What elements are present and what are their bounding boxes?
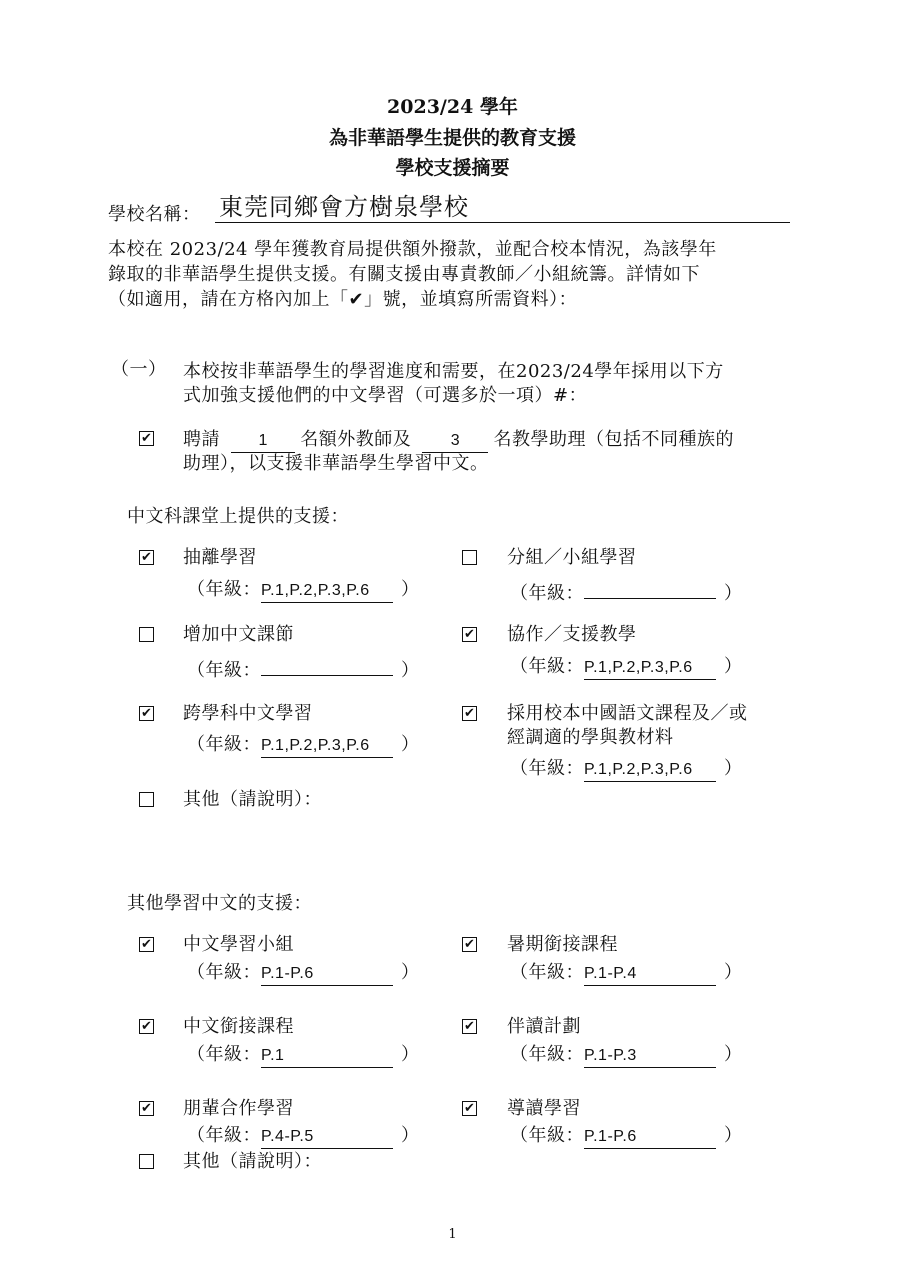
summer-bridging-grade-field[interactable]: P.1-P.4 — [584, 965, 716, 986]
pull-out-label: 抽離學習 — [183, 547, 257, 568]
reading-buddy-label: 伴讀計劃 — [507, 1016, 581, 1037]
other-support-heading: 其他學習中文的支援： — [127, 893, 312, 914]
other-support-other-checkbox[interactable] — [139, 1154, 154, 1169]
school-curriculum-label: 採用校本中國語文課程及／或 — [507, 703, 748, 724]
section-number: （一） — [111, 359, 167, 380]
peer-learning-grade-field[interactable]: P.4-P.5 — [261, 1128, 393, 1149]
school-curriculum-grade: （年級：P.1,P.2,P.3,P.6 ） — [510, 757, 743, 782]
classroom-other-label: 其他（請說明）： — [183, 789, 322, 810]
doc-subtitle: 學校支援摘要 — [395, 157, 510, 179]
staff-line-2: 助理），以支援非華語學生學習中文。 — [183, 453, 489, 474]
intro-line-3: （如適用，請在方格內加上「✔」號，並填寫所需資料）： — [108, 289, 578, 310]
group-learning-grade: （年級： ） — [510, 578, 743, 606]
summer-bridging-checkbox[interactable]: ✔ — [462, 937, 477, 952]
staff-line-1 — [183, 428, 734, 453]
co-teaching-checkbox[interactable]: ✔ — [462, 627, 477, 642]
staff-post-text: 名教學助理（包括不同種族的 — [493, 429, 734, 450]
guided-reading-grade: （年級：P.1-P.6 ） — [510, 1124, 743, 1149]
intro-line-1: 本校在 2023/24 學年獲教育局提供額外撥款，並配合校本情況，為該學年 — [108, 239, 717, 260]
pull-out-grade: （年級：P.1,P.2,P.3,P.6 ） — [187, 578, 420, 603]
school-curriculum-label-2: 經調適的學與教材料 — [507, 727, 674, 748]
extra-lessons-grade-field[interactable] — [261, 655, 393, 676]
co-teaching-grade: （年級：P.1,P.2,P.3,P.6 ） — [510, 655, 743, 680]
reading-buddy-checkbox[interactable]: ✔ — [462, 1019, 477, 1034]
co-teaching-label: 協作／支援教學 — [507, 624, 637, 645]
extra-teachers-field[interactable]: 1 — [231, 432, 295, 453]
bridging-course-grade: （年級：P.1 ） — [187, 1043, 420, 1068]
cross-curricular-label: 跨學科中文學習 — [183, 703, 313, 724]
classroom-other-checkbox[interactable] — [139, 792, 154, 807]
chinese-group-checkbox[interactable]: ✔ — [139, 937, 154, 952]
extra-lessons-checkbox[interactable] — [139, 627, 154, 642]
bridging-course-checkbox[interactable]: ✔ — [139, 1019, 154, 1034]
page-number: 1 — [448, 1227, 457, 1242]
chinese-group-grade: （年級：P.1-P.6 ） — [187, 961, 420, 986]
reading-buddy-grade: （年級：P.1-P.3 ） — [510, 1043, 743, 1068]
guided-reading-grade-field[interactable]: P.1-P.6 — [584, 1128, 716, 1149]
classroom-support-heading: 中文科課堂上提供的支援： — [127, 506, 349, 527]
cross-curricular-checkbox[interactable]: ✔ — [139, 706, 154, 721]
pull-out-checkbox[interactable]: ✔ — [139, 550, 154, 565]
cross-curricular-grade: （年級：P.1,P.2,P.3,P.6 ） — [187, 733, 420, 758]
summer-bridging-grade: （年級：P.1-P.4 ） — [510, 961, 743, 986]
co-teaching-grade-field[interactable]: P.1,P.2,P.3,P.6 — [584, 659, 716, 680]
extra-lessons-grade: （年級： ） — [187, 655, 420, 683]
school-name-label: 學校名稱： — [108, 204, 201, 225]
peer-learning-grade: （年級：P.4-P.5 ） — [187, 1124, 420, 1149]
group-learning-grade-field[interactable] — [584, 578, 716, 599]
staff-checkbox[interactable]: ✔ — [139, 431, 154, 446]
guided-reading-checkbox[interactable]: ✔ — [462, 1101, 477, 1116]
cross-curricular-grade-field[interactable]: P.1,P.2,P.3,P.6 — [261, 737, 393, 758]
school-curriculum-grade-field[interactable]: P.1,P.2,P.3,P.6 — [584, 761, 716, 782]
pull-out-grade-field[interactable]: P.1,P.2,P.3,P.6 — [261, 582, 393, 603]
chinese-group-label: 中文學習小組 — [183, 934, 294, 955]
staff-mid-text: 名額外教師及 — [300, 429, 412, 450]
bridging-course-grade-field[interactable]: P.1 — [261, 1047, 393, 1068]
group-learning-checkbox[interactable] — [462, 550, 477, 565]
school-name-value: 東莞同鄉會方樹泉學校 — [219, 193, 469, 221]
peer-learning-checkbox[interactable]: ✔ — [139, 1101, 154, 1116]
summer-bridging-label: 暑期銜接課程 — [507, 934, 618, 955]
school-curriculum-checkbox[interactable]: ✔ — [462, 706, 477, 721]
reading-buddy-grade-field[interactable]: P.1-P.3 — [584, 1047, 716, 1068]
staff-pre-text: 聘請 — [183, 429, 220, 450]
group-learning-label: 分組／小組學習 — [507, 547, 637, 568]
bridging-course-label: 中文銜接課程 — [183, 1016, 294, 1037]
section-text-line-2: 式加強支援他們的中文學習（可選多於一項）#： — [183, 385, 588, 406]
teaching-assistants-field[interactable]: 3 — [422, 432, 488, 453]
chinese-group-grade-field[interactable]: P.1-P.6 — [261, 965, 393, 986]
intro-line-2: 錄取的非華語學生提供支援。有關支援由專責教師／小組統籌。詳情如下 — [108, 264, 700, 285]
school-name-field — [215, 192, 790, 223]
peer-learning-label: 朋輩合作學習 — [183, 1098, 294, 1119]
doc-year-title: 2023/24 學年 — [387, 96, 518, 118]
doc-title: 為非華語學生提供的教育支援 — [328, 127, 576, 149]
extra-lessons-label: 增加中文課節 — [183, 624, 294, 645]
guided-reading-label: 導讀學習 — [507, 1098, 581, 1119]
section-text-line-1: 本校按非華語學生的學習進度和需要，在2023/24學年採用以下方 — [183, 361, 724, 382]
other-support-other-label: 其他（請說明）： — [183, 1151, 322, 1172]
